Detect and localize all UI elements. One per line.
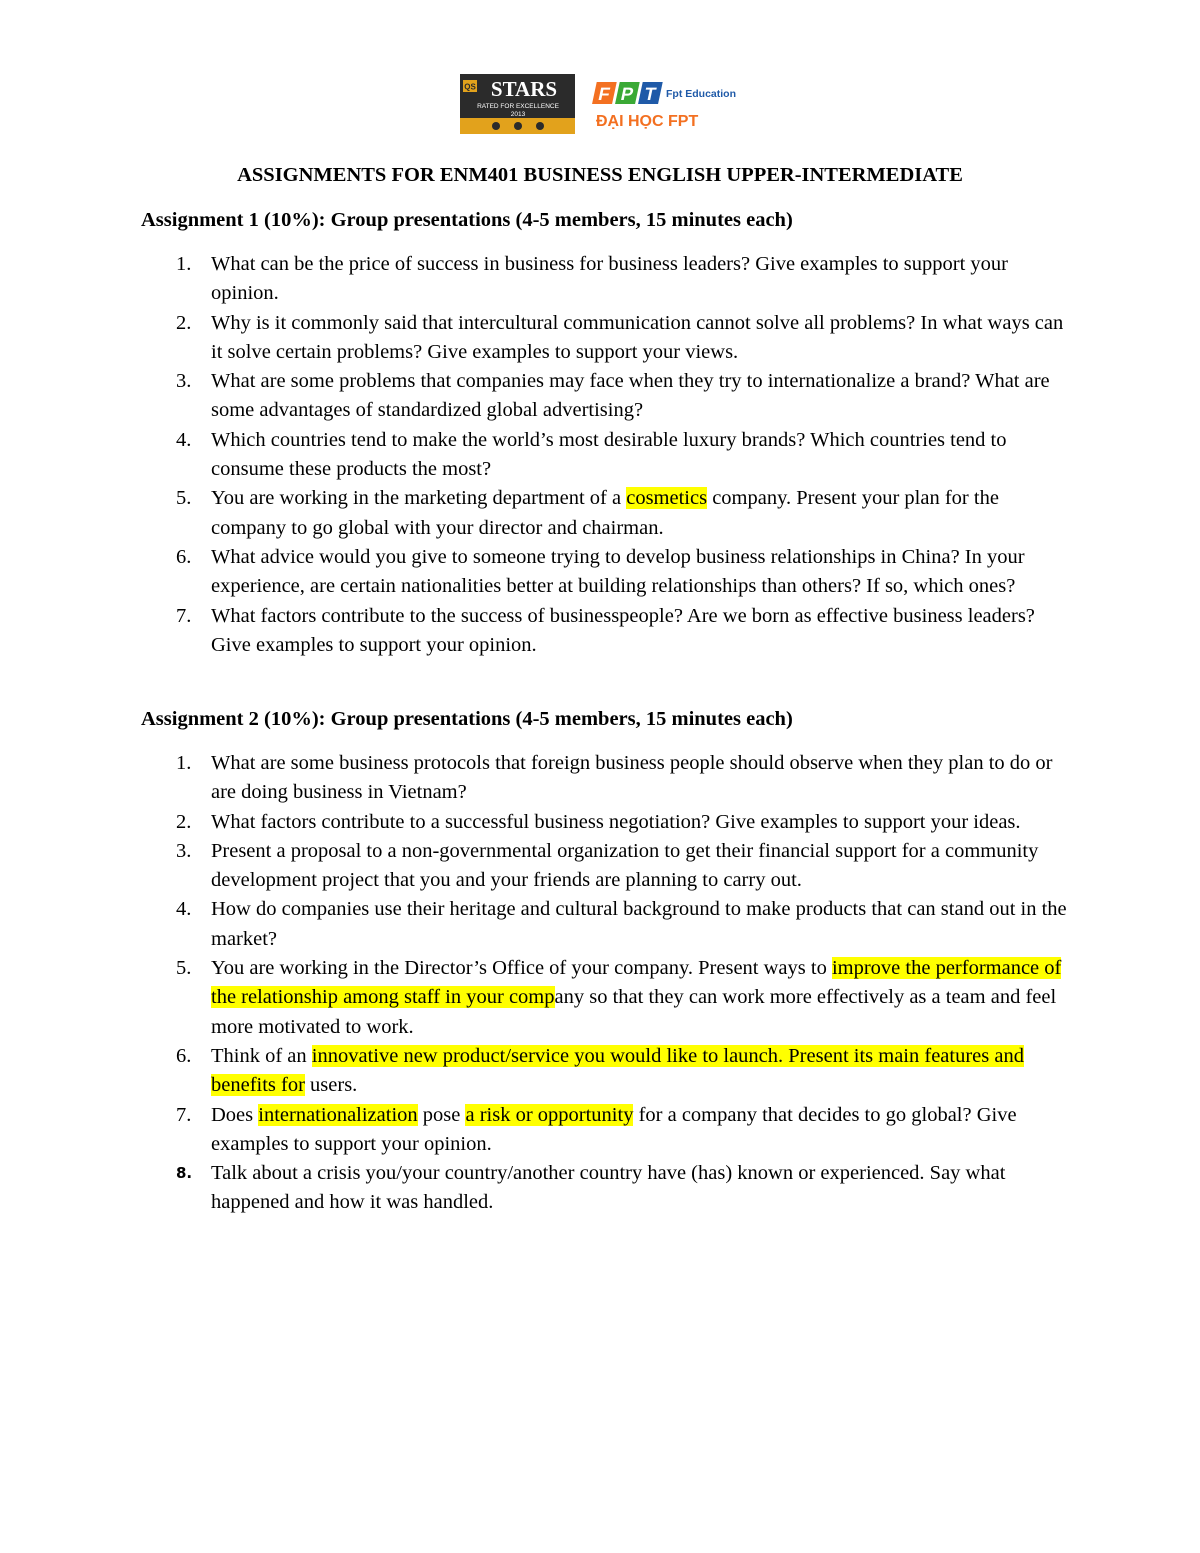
question-text: What are some problems that companies may face when they try to internationalize a brand? What are some advantages of standardized global advertising? [211, 370, 1050, 422]
highlighted-text: a risk or opportunity [465, 1103, 634, 1126]
question-number: 4. [176, 428, 192, 451]
svg-text:Fpt Education: Fpt Education [666, 88, 736, 100]
highlighted-text: cosmetics [626, 487, 708, 510]
svg-text:T: T [642, 84, 658, 104]
question-number: 3. [176, 839, 192, 862]
question-number: 7. [176, 604, 192, 627]
question-text: Present a proposal to a non-governmental organization to get their financial support for a community development project that you and your friends are planning to carry out. [211, 839, 1039, 892]
question-text: users. [304, 1074, 358, 1097]
question-text: for a company that decides to go global? Give examples to support your opinion. [211, 1103, 1017, 1155]
question-text: What factors contribute to the success of businesspeople? Are we born as effective business leaders? Give examples to support your opinion. [211, 604, 1035, 656]
question-item [141, 426, 1071, 485]
svg-text:STARS: STARS [490, 77, 558, 101]
question-number: 8. [176, 1164, 193, 1183]
question-text: Talk about a crisis you/your country/another country have (has) known or experienced. Say what happened and how it was handled. [211, 1162, 1006, 1214]
question-number: 5. [176, 487, 192, 510]
question-number: 6. [176, 545, 192, 568]
svg-text:P: P [619, 84, 636, 104]
question-text: What can be the price of success in business for business leaders? Give examples to support your opinion. [211, 253, 1008, 305]
question-text: What factors contribute to a successful business negotiation? Give examples to support your ideas. [211, 810, 1021, 833]
svg-text:QS: QS [464, 82, 476, 92]
question-text: Does [211, 1103, 259, 1126]
question-item [141, 602, 1071, 661]
qs-stars-logo [460, 74, 575, 134]
question-number: 1. [176, 253, 192, 275]
question-item [141, 837, 1071, 896]
question-text: What advice would you give to someone trying to develop business relationships in China? In your experience, are certain nationalities better at building relationships than others? If so, which ones? [211, 545, 1025, 598]
question-item [141, 250, 1071, 309]
assignment-2-section [141, 705, 1071, 1218]
assignment-1-question-list [141, 250, 1071, 660]
question-item [141, 895, 1071, 954]
question-item [141, 484, 1071, 543]
question-text: How do companies use their heritage and cultural background to make products that can stand out in the market? [211, 898, 1067, 950]
fpt-education-logo [590, 76, 740, 132]
question-text: company. Present your plan for the company to go global with your director and chairman. [211, 487, 999, 539]
question-text: Think of an [211, 1044, 312, 1067]
question-item [141, 954, 1071, 1042]
question-text: Which countries tend to make the world’s most desirable luxury brands? Which countries tend to consume these products the most? [211, 428, 1007, 481]
question-item [141, 1159, 1071, 1218]
highlighted-text: innovative new product/service you would like to launch. Present its main features and benefits for [211, 1044, 1024, 1097]
svg-text:RATED FOR EXCELLENCE: RATED FOR EXCELLENCE [477, 103, 559, 110]
assignment-2-heading: Assignment 2 (10%): Group presentations (4-5 members, 15 minutes each) [141, 708, 793, 730]
question-item [141, 309, 1071, 368]
question-item [141, 1101, 1071, 1160]
question-item [141, 543, 1071, 602]
question-text: You are working in the Director’s Office of your company. Present ways to [211, 957, 832, 980]
question-text: You are working in the marketing department of a [211, 487, 627, 510]
question-number: 6. [176, 1044, 192, 1067]
header-logos [460, 70, 750, 136]
question-item [141, 749, 1071, 808]
question-number: 7. [176, 1103, 192, 1126]
question-item [141, 808, 1071, 837]
question-number: 5. [176, 957, 192, 980]
highlighted-text: improve the performance of the relationship among staff in your comp [211, 957, 1062, 1009]
question-item [141, 1042, 1071, 1101]
assignment-1-heading: Assignment 1 (10%): Group presentations (4-5 members, 15 minutes each) [141, 209, 793, 231]
question-text: pose [417, 1103, 466, 1126]
question-number: 2. [176, 311, 192, 334]
question-number: 2. [176, 810, 192, 833]
assignment-1-section [141, 206, 1071, 660]
svg-text:2013: 2013 [510, 111, 526, 118]
question-number: 1. [176, 752, 192, 774]
question-text: Why is it commonly said that intercultural communication cannot solve all problems? In what ways can it solve certain problems? Give examples to support your views. [211, 311, 1064, 363]
question-text: What are some business protocols that foreign business people should observe when they plan to do or are doing business in Vietnam? [211, 752, 1053, 804]
svg-text:ĐẠI HỌC FPT: ĐẠI HỌC FPT [596, 113, 699, 130]
question-number: 4. [176, 898, 192, 921]
document-title: ASSIGNMENTS FOR ENM401 BUSINESS ENGLISH UPPER-INTERMEDIATE [237, 164, 963, 186]
highlighted-text: internationalization [258, 1103, 418, 1126]
assignment-2-question-list [141, 749, 1071, 1218]
question-number: 3. [176, 370, 192, 393]
svg-text:F: F [596, 84, 612, 104]
question-text: any so that they can work more effectively as a team and feel more motivated to work. [211, 986, 1057, 1038]
question-item [141, 367, 1071, 426]
